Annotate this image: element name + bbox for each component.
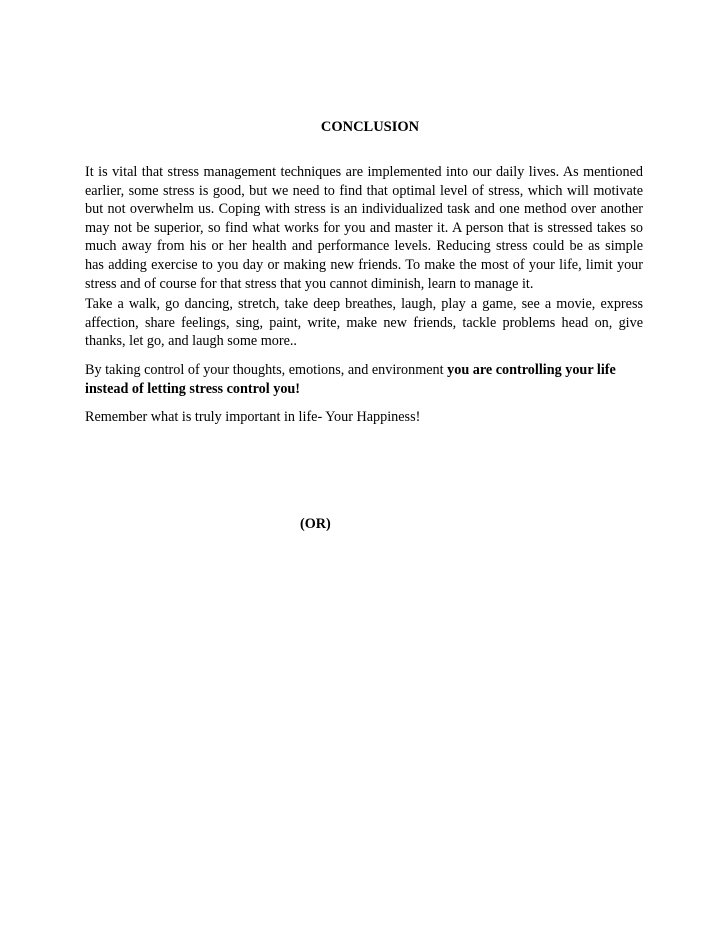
paragraph-bold-text: instead of letting stress control you! [85, 380, 301, 397]
conclusion-heading: CONCLUSION [320, 119, 420, 135]
paragraph-line: much away from his or her health and performance levels. Reducing stress could be as simple [85, 238, 643, 255]
or-separator: (OR) [300, 516, 331, 532]
paragraph-line: affection, share feelings, sing, paint, write, make new friends, tackle problems head on, give [85, 314, 643, 331]
paragraph-plain-text: By taking control of your thoughts, emotions, and environment [85, 362, 448, 378]
paragraph-line: may not be superior, so find what works for you and master it. A person that is stressed takes so [85, 219, 643, 236]
paragraph-activities [85, 295, 643, 351]
paragraph-line: stress and of course for that stress that you cannot diminish, learn to manage it. [85, 275, 534, 292]
paragraph-line: thanks, let go, and laugh some more.. [85, 333, 297, 350]
paragraph-line: Take a walk, go dancing, stretch, take deep breathes, laugh, play a game, see a movie, express [85, 296, 643, 312]
paragraph-line: but not overwhelm us. Coping with stress is an individualized task and one method over another [85, 201, 643, 218]
paragraph-bold-text: you are controlling your life [447, 362, 616, 378]
paragraph-stress-management [85, 163, 643, 293]
paragraph-line: earlier, some stress is good, but we need to find that optimal level of stress, which will motivate [85, 182, 643, 199]
paragraph-line: It is vital that stress management techniques are implemented into our daily lives. As mentioned [85, 164, 643, 180]
paragraph-line: has adding exercise to you day or making new friends. To make the most of your life, limit your [85, 256, 643, 273]
paragraph-taking-control [85, 361, 643, 398]
paragraph-happiness: Remember what is truly important in life- Your Happiness! [85, 409, 421, 425]
